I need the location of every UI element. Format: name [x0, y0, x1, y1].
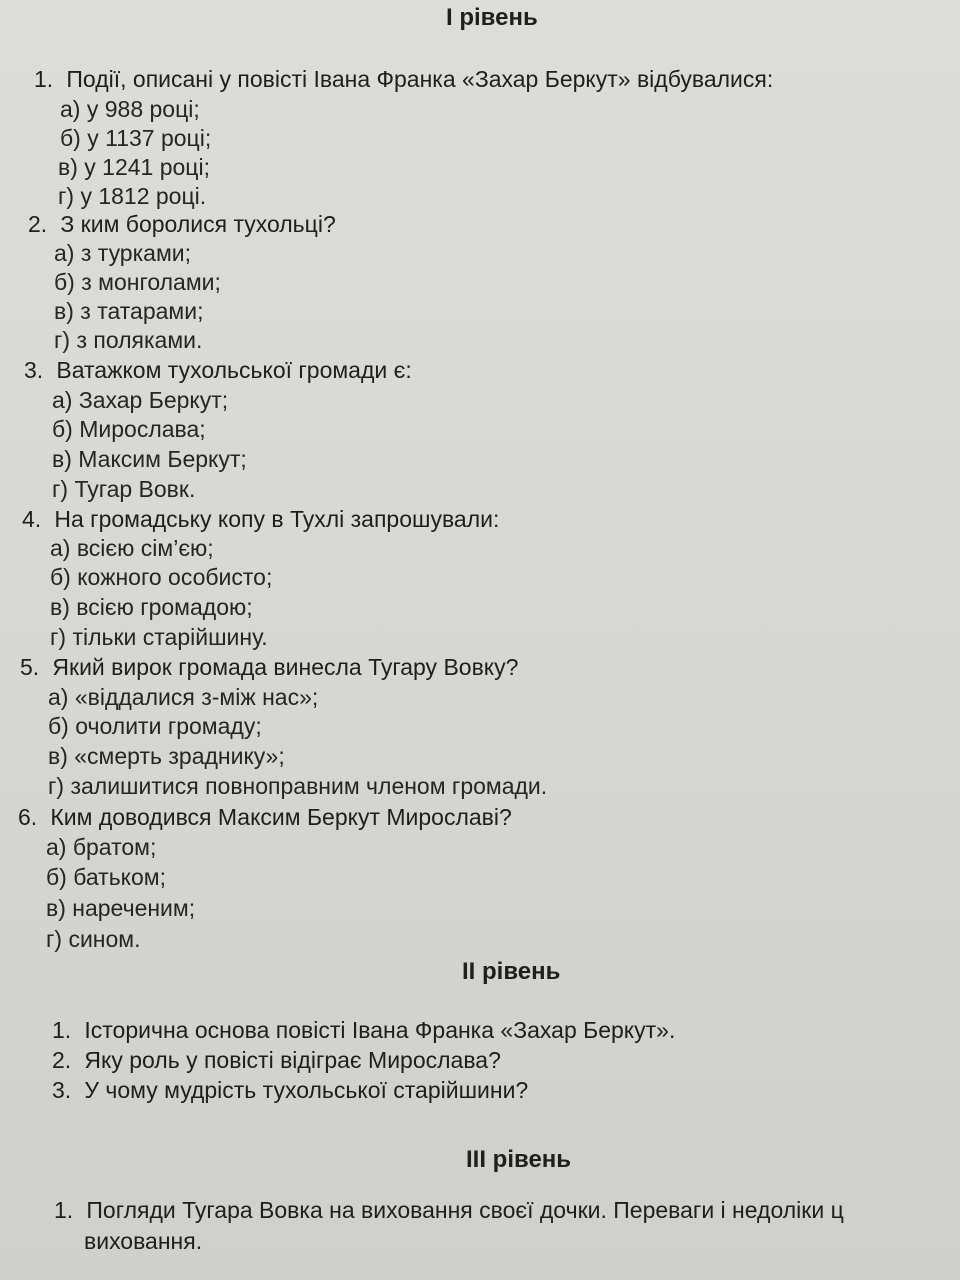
- task-text-line1: Погляди Тугара Вовка на виховання своєї дочки. Переваги і недоліки ц: [86, 1197, 844, 1223]
- option-6c: в) нареченим;: [46, 895, 196, 921]
- question-text: Ватажком тухольської громади є:: [56, 357, 412, 383]
- option-1b: б) у 1137 році;: [60, 125, 212, 151]
- option-1d: г) у 1812 році.: [58, 183, 207, 209]
- question-number: 3.: [24, 357, 44, 383]
- question-2: [28, 211, 336, 238]
- task-number: 1.: [54, 1197, 74, 1223]
- question-text: На громадську копу в Тухлі запрошували:: [54, 506, 500, 532]
- level2-task-1: [52, 1017, 675, 1044]
- question-text: Ким доводився Максим Беркут Мирославі?: [50, 804, 512, 830]
- question-text: Події, описані у повісті Івана Франка «Захар Беркут» відбувалися:: [66, 66, 774, 92]
- task-number: 1.: [52, 1017, 72, 1043]
- option-2c: в) з татарами;: [54, 298, 204, 324]
- question-number: 2.: [28, 211, 48, 237]
- task-number: 3.: [52, 1077, 72, 1103]
- option-4b: б) кожного особисто;: [50, 564, 273, 590]
- option-3a: а) Захар Беркут;: [52, 387, 229, 413]
- option-1c: в) у 1241 році;: [58, 154, 210, 180]
- question-3: [24, 357, 412, 384]
- option-2b: б) з монголами;: [54, 269, 221, 295]
- question-1: [34, 66, 773, 93]
- level1-heading: І рівень: [446, 4, 538, 31]
- task-text: Яку роль у повісті відіграє Мирослава?: [84, 1047, 501, 1073]
- level2-task-3: [52, 1077, 528, 1104]
- option-5c: в) «смерть зраднику»;: [48, 743, 285, 769]
- question-text: З ким боролися тухольці?: [60, 211, 336, 237]
- question-6: [18, 804, 512, 831]
- option-5a: а) «віддалися з-між нас»;: [48, 684, 319, 710]
- option-4d: г) тільки старійшину.: [50, 624, 268, 650]
- question-4: [22, 506, 499, 533]
- option-2a: а) з турками;: [54, 240, 192, 266]
- question-5: [20, 654, 518, 681]
- option-1a: а) у 988 році;: [60, 96, 200, 122]
- option-6a: а) братом;: [46, 834, 157, 860]
- question-number: 1.: [34, 66, 54, 92]
- option-6d: г) сином.: [46, 926, 141, 952]
- option-3b: б) Мирослава;: [52, 416, 206, 442]
- task-text: У чому мудрість тухольської старійшини?: [84, 1077, 529, 1103]
- question-number: 6.: [18, 804, 38, 830]
- option-6b: б) батьком;: [46, 864, 166, 890]
- level3-task-1: [54, 1197, 844, 1224]
- level2-heading: ІІ рівень: [462, 958, 561, 985]
- task-number: 2.: [52, 1047, 72, 1073]
- option-5b: б) очолити громаду;: [48, 713, 262, 739]
- level3-heading: ІІІ рівень: [466, 1146, 572, 1173]
- option-4a: а) всією сім’єю;: [50, 535, 214, 561]
- question-number: 5.: [20, 654, 40, 680]
- option-5d: г) залишитися повноправним членом громади.: [48, 773, 548, 799]
- question-number: 4.: [22, 506, 42, 532]
- task-text: Історична основа повісті Івана Франка «Захар Беркут».: [84, 1017, 676, 1043]
- option-3d: г) Тугар Вовк.: [52, 476, 196, 502]
- option-4c: в) всією громадою;: [50, 594, 253, 620]
- option-2d: г) з поляками.: [54, 327, 203, 353]
- level2-task-2: [52, 1047, 501, 1074]
- question-text: Який вирок громада винесла Тугару Вовку?: [52, 654, 519, 680]
- option-3c: в) Максим Беркут;: [52, 446, 247, 472]
- level3-task-1-continued: виховання.: [84, 1228, 203, 1254]
